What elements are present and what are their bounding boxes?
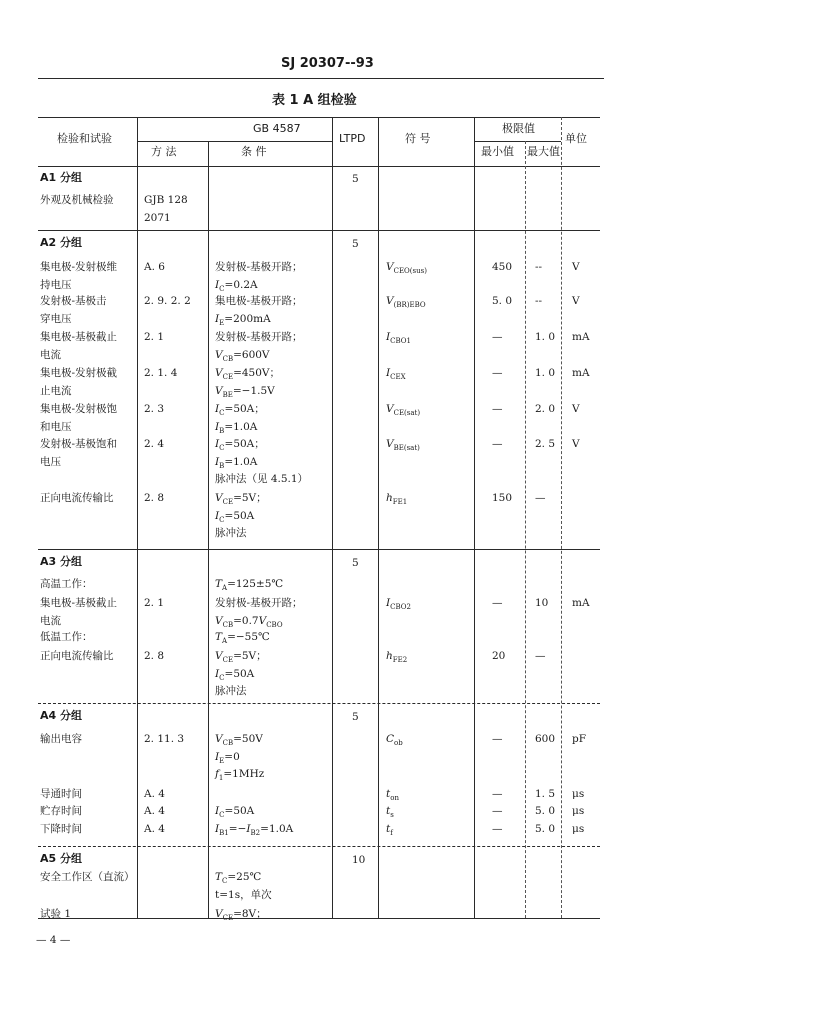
item-label: 外观及机械检验: [40, 194, 114, 206]
unit-cell: pF: [572, 733, 587, 745]
max-value: 2. 5: [535, 438, 556, 450]
symbol-cell: $I_{CBO1}$: [386, 331, 411, 346]
unit-cell: V: [572, 261, 580, 273]
condition-line: $I_{B1}=-I_{B2}=1.0A$: [215, 823, 294, 838]
method-cell: 2. 3: [144, 403, 165, 415]
min-value: 20: [492, 650, 506, 662]
column-rule-unit: [561, 117, 562, 918]
item-label: 集电极-发射极饱: [40, 403, 118, 415]
column-header-ltpd: LTPD: [339, 132, 366, 145]
symbol-cell: $I_{CEX}$: [386, 367, 406, 382]
item-label: 电流: [40, 614, 61, 627]
unit-cell: mA: [572, 367, 590, 379]
unit-cell: V: [572, 438, 580, 450]
method-cell: A. 4: [144, 788, 165, 800]
item-label: 发射极-基极饱和: [40, 438, 118, 450]
max-value: --: [535, 295, 543, 307]
condition-line: $I_C=50A$: [215, 509, 255, 524]
condition-line: 集电极-基极开路；: [215, 295, 303, 307]
group-title: A1 分组: [40, 171, 82, 184]
condition-line: $V_{CE}=5V$；: [215, 650, 267, 665]
unit-cell: mA: [572, 597, 590, 609]
condition-line: 脉冲法（见 4.5.1）: [215, 473, 309, 485]
column-rule-limits: [474, 117, 475, 918]
group-separator-rule: [38, 703, 600, 704]
max-value: 2. 0: [535, 403, 556, 415]
group-ltpd: 10: [352, 854, 366, 866]
condition-line: $T_C=25℃$: [215, 871, 262, 886]
item-label: 下降时间: [40, 823, 82, 835]
max-value: 5. 0: [535, 805, 556, 817]
column-header-symbol: 符 号: [405, 132, 431, 145]
condition-line: t=1s，单次: [215, 888, 272, 901]
condition-line: $I_C=50A$；: [215, 403, 265, 418]
item-label: 试验 1: [40, 908, 72, 920]
symbol-cell: $V_{CEO(sus)}$: [386, 261, 427, 276]
item-label: 贮存时间: [40, 805, 82, 817]
condition-line: $I_B=1.0A$: [215, 455, 258, 470]
max-value: --: [535, 261, 543, 273]
min-value: —: [492, 823, 503, 835]
method-cell: 2. 8: [144, 492, 165, 504]
method-cell: A. 4: [144, 823, 165, 835]
item-label: 低温工作：: [40, 631, 93, 643]
method-cell: 2. 1: [144, 331, 165, 343]
method-cell: GJB 128: [144, 194, 188, 206]
condition-line: 发射极-基极开路；: [215, 331, 303, 343]
page-number: — 4 —: [36, 934, 71, 946]
item-label: 输出电容: [40, 733, 82, 745]
condition-line: $T_A=125\pm 5℃$: [215, 578, 284, 593]
condition-line: $V_{BE}=-1.5V$: [215, 384, 275, 399]
min-value: —: [492, 403, 503, 415]
table-caption: 表 1 A 组检验: [272, 93, 357, 108]
condition-line: $I_E=0$: [215, 750, 240, 765]
symbol-cell: $C_{ob}$: [386, 733, 403, 748]
column-header-conditions: 条 件: [241, 145, 267, 158]
condition-line: 发射极-基极开路；: [215, 597, 303, 609]
symbol-cell: $V_{CE(sat)}$: [386, 403, 421, 418]
condition-line: $V_{CE}=8V$；: [215, 908, 267, 923]
condition-line: $I_C=50A$；: [215, 438, 265, 453]
header-bottom-rule: [38, 166, 600, 167]
unit-cell: V: [572, 403, 580, 415]
min-value: —: [492, 438, 503, 450]
column-header-max: 最大值: [527, 145, 560, 158]
max-value: 1. 5: [535, 788, 556, 800]
min-value: —: [492, 367, 503, 379]
group-separator-rule: [38, 846, 600, 847]
method-cell: 2. 8: [144, 650, 165, 662]
max-value: 1. 0: [535, 331, 556, 343]
group-ltpd: 5: [352, 711, 359, 723]
condition-line: $V_{CB}=600V$: [215, 348, 270, 363]
group-title: A3 分组: [40, 555, 82, 568]
condition-line: $V_{CB}=0.7V_{CBO}$: [215, 614, 283, 629]
condition-line: $I_B=1.0A$: [215, 420, 258, 435]
group-ltpd: 5: [352, 557, 359, 569]
symbol-cell: $t_f$: [386, 823, 393, 838]
item-label: 正向电流传输比: [40, 492, 114, 504]
method-cell: 2. 11. 3: [144, 733, 185, 745]
condition-line: $V_{CB}=50V$: [215, 733, 263, 748]
symbol-cell: $V_{BE(sat)}$: [386, 438, 420, 453]
column-header-min: 最小值: [481, 145, 514, 158]
item-label: 发射极-基极击: [40, 295, 107, 307]
max-value: 600: [535, 733, 556, 745]
condition-line: 脉冲法: [215, 527, 247, 539]
min-value: —: [492, 597, 503, 609]
item-label: 集电极-基极截止: [40, 331, 118, 343]
column-header-inspection: 检验和试验: [57, 132, 112, 145]
column-header-limits: 极限值: [502, 122, 535, 135]
item-label: 集电极-发射极截: [40, 367, 118, 379]
group-separator-rule: [38, 549, 600, 550]
item-label: 集电极-发射极维: [40, 261, 118, 273]
item-label: 电压: [40, 455, 61, 468]
method-cell: 2071: [144, 211, 171, 224]
min-value: 5. 0: [492, 295, 513, 307]
unit-cell: μs: [572, 788, 585, 800]
item-label: 正向电流传输比: [40, 650, 114, 662]
max-value: 1. 0: [535, 367, 556, 379]
item-label: 持电压: [40, 278, 72, 291]
max-value: 10: [535, 597, 549, 609]
max-value: 5. 0: [535, 823, 556, 835]
method-cell: A. 6: [144, 261, 165, 273]
min-value: —: [492, 788, 503, 800]
max-value: —: [535, 492, 546, 504]
method-cell: 2. 1. 4: [144, 367, 178, 379]
document-code: SJ 20307--93: [281, 56, 374, 71]
header-rule: [38, 78, 604, 79]
condition-line: $I_C=0.2A$: [215, 278, 258, 293]
column-rule-conditions: [208, 141, 209, 918]
method-cell: 2. 1: [144, 597, 165, 609]
symbol-cell: $h_{FE1}$: [386, 492, 408, 507]
item-label: 导通时间: [40, 788, 82, 800]
max-value: —: [535, 650, 546, 662]
group-ltpd: 5: [352, 173, 359, 185]
symbol-cell: $V_{(BR)EBO}$: [386, 295, 426, 310]
unit-cell: V: [572, 295, 580, 307]
item-label: 止电流: [40, 384, 72, 397]
column-header-gb: GB 4587: [253, 122, 301, 135]
group-title: A5 分组: [40, 852, 82, 865]
method-cell: 2. 9. 2. 2: [144, 295, 191, 307]
symbol-cell: $h_{FE2}$: [386, 650, 408, 665]
condition-line: 脉冲法: [215, 685, 247, 697]
min-value: —: [492, 733, 503, 745]
item-label: 穿电压: [40, 312, 72, 325]
column-rule-symbol: [378, 117, 379, 918]
condition-line: $f_1=1MHz$: [215, 768, 265, 783]
table-bottom-rule: [38, 918, 600, 919]
unit-cell: μs: [572, 823, 585, 835]
min-value: —: [492, 331, 503, 343]
min-value: 450: [492, 261, 513, 273]
unit-cell: mA: [572, 331, 590, 343]
min-value: 150: [492, 492, 513, 504]
condition-line: $I_C=50A$: [215, 667, 255, 682]
column-rule-max: [525, 141, 526, 918]
condition-line: $V_{CE}=5V$；: [215, 492, 267, 507]
group-title: A2 分组: [40, 236, 82, 249]
table-top-rule: [38, 117, 600, 118]
symbol-cell: $t_{on}$: [386, 788, 399, 803]
condition-line: $I_E=200mA$: [215, 312, 271, 327]
item-label: 和电压: [40, 420, 72, 433]
item-label: 电流: [40, 348, 61, 361]
condition-line: 发射极-基极开路；: [215, 261, 303, 273]
symbol-cell: $I_{CBO2}$: [386, 597, 411, 612]
condition-line: $V_{CE}=450V$；: [215, 367, 280, 382]
method-cell: A. 4: [144, 805, 165, 817]
column-rule-ltpd: [332, 117, 333, 918]
column-rule-method: [137, 117, 138, 918]
min-value: —: [492, 805, 503, 817]
group-separator-rule: [38, 230, 600, 231]
item-label: 集电极-基极截止: [40, 597, 118, 609]
limits-subheader-rule: [474, 141, 561, 142]
item-label: 安全工作区（直流）: [40, 871, 135, 883]
item-label: 高温工作：: [40, 578, 93, 590]
column-header-unit: 单位: [565, 132, 587, 145]
gb-subheader-rule: [137, 141, 332, 142]
unit-cell: μs: [572, 805, 585, 817]
condition-line: $T_A=-55℃$: [215, 631, 270, 646]
column-header-method: 方 法: [151, 145, 177, 158]
method-cell: 2. 4: [144, 438, 165, 450]
condition-line: $I_C=50A$: [215, 805, 255, 820]
symbol-cell: $t_s$: [386, 805, 394, 820]
group-title: A4 分组: [40, 709, 82, 722]
group-ltpd: 5: [352, 238, 359, 250]
